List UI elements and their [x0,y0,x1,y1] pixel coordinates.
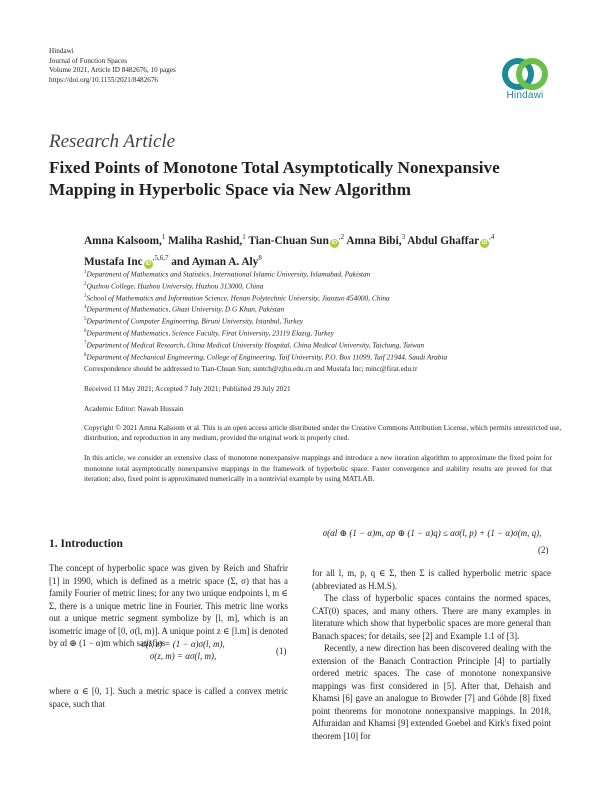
right-column [312,567,551,742]
affiliation-item: $^3$School of Mathematics and Information Science, Henan Polytechnic University, Jiaozuo 454000, China [84,293,390,303]
author-name[interactable]: Mustafa Inc [84,255,143,268]
article-type: Research Article [49,131,176,152]
equation-2: σ(αl ⊕ (1 − α)m, αp ⊕ (1 − α)q) ≤ ασ(l, p) + (1 − α)σ(m, q), [322,528,542,538]
abstract: In this article, we consider an extensive class of monotone nonexpansive mappings and introduce a new iteration algorithm to approximate the fixed point for monotone total asymptotically nonexpansive mappings in the framework of hyperbolic space. Faster convergence and stability results are proved for that iteration; also, fixed point is approximated numerically in a nontrivial example by using MATLAB. [84,453,552,484]
intro-paragraph-1: The concept of hyperbolic space was given by Reich and Shafrir [1] in 1990, which is defined as a metric space (Σ, σ) that has a family Fourier of metric lines; for any two unique endpoints l, m ∈ Σ, there is a unique metric line in Fourier. This metric line works out a unique metric segment symbolize by [l, m], which is an isometric image of [0, σ(l, m)]. A unique point z ∈ [l.m] is denoted by αl ⊕ (1 − α)m which satisfies [49,563,288,648]
intro-paragraph-2: where α ∈ [0, 1]. Such a metric space is called a convex metric space, such that [49,686,288,709]
academic-editor: Academic Editor: Nawab Hussain [84,404,184,413]
left-column [49,562,288,650]
equation-1-number: (1) [276,646,287,656]
orcid-icon[interactable]: iD [481,239,488,246]
title-line-1: Fixed Points of Monotone Total Asymptotically Nonexpansive [49,158,500,177]
section-heading: 1. Introduction [49,538,123,550]
author-name[interactable]: Maliha Rashid, [168,234,243,247]
equation-1a: σ(l, z) = (1 − α)σ(l, m), [141,639,225,649]
author-name[interactable]: Amna Bibi, [346,234,402,247]
affiliation-item: $^1$Department of Mathematics and Statistics, International Islamic University, Islamabad, Pakistan [84,269,371,279]
journal-name: Journal of Function Spaces [49,56,128,65]
publisher-name: Hindawi [49,47,74,55]
right-paragraph-1: for all l, m, p, q ∈ Σ, then Σ is called hyperbolic metric space (abbreviated as H.M.S). [312,568,551,591]
publication-dates: Received 11 May 2021; Accepted 7 July 2021; Published 29 July 2021 [84,384,291,393]
equation-1 [118,639,248,661]
volume-line: Volume 2021, Article ID 8482676, 10 pages [49,66,176,75]
affiliation-item: $^6$Department of Mathematics, Science Faculty, Firat University, 23119 Elazig, Turkey [84,328,334,338]
affiliation-item: $^2$Quzhou College, Huzhou University, Huzhou 313000, China [84,281,264,291]
affiliation-list [84,268,564,363]
affiliation-item: $^7$Department of Medical Research, China Medical University Hospital, China Medical University, Taichung, Taiwan [84,340,425,350]
affiliation-item: $^4$Department of Mathematics, Ghazi University, D G Khan, Pakistan [84,304,285,314]
equation-2-number: (2) [538,545,549,555]
journal-info [49,47,176,85]
affiliation-item: $^5$Department of Computer Engineering, Biruni University, Istanbul, Turkey [84,316,303,326]
right-paragraph-3: Recently, a new direction has been discovered dealing with the extension of the Banach Contraction Principle [4] to partially ordered metric spaces. The case of monotone nonexpansive mappings was first considered in [5]. After that, Dehaish and Khamsi [6] gave an analogue to Browder [7] and Göhde [8] fixed point theorems for monotone nonexpansive mappings. In 2018, Alfuraidan and Khamsi [9] extended Goebel and Kirk's fixed point theorem [10] for [312,643,551,741]
affiliation-item: $^8$Department of Mechanical Engineering, College of Engineering, Taif University, P.O. Box 11099, Taif 21944, Saudi Arabia [84,352,448,362]
orcid-icon[interactable]: iD [145,260,151,267]
correspondence-note: Correspondence should be addressed to Tian-Chuan Sun; suntch@zjhu.edu.cn and Mustafa Inc; minc@firat.edu.tr [84,364,418,373]
author-name[interactable]: Ayman A. Aly [191,255,259,268]
author-list: Amna Kalsoom,$^1$ Maliha Rashid,$^1$ Tian-Chuan Sun $iD^{,2}$ Amna Bibi,$^3$ Abdul Ghaffar $iD^{,4}$ Mustafa Inc $iD^{,5,6,7}$ and Ayman A. Aly$^8$ [84,233,495,268]
author-name[interactable]: Abdul Ghaffar [407,234,480,247]
author-conjunction: and [171,255,190,268]
paper-title [49,157,569,201]
author-name[interactable]: Tian-Chuan Sun [248,234,329,247]
equation-1b: σ(z, m) = ασ(l, m), [149,651,217,661]
doi-link[interactable]: https://doi.org/10.1155/2021/8482676 [49,75,159,84]
copyright-notice: Copyright © 2021 Amna Kalsoom et al. This is an open access article distributed under the Creative Commons Attribution License, which permits unrestricted use, distribution, and reproduction in any medium, provided the original work is properly cited. [84,423,562,442]
title-line-2: Mapping in Hyperbolic Space via New Algorithm [49,180,411,199]
right-paragraph-2: The class of hyperbolic spaces contains the normed spaces, CAT(0) spaces, and many others. There are many examples in literature which show that hyperbolic spaces are more general than Banach spaces; for details, see [2] and Example 1.1 of [3]. [312,593,551,641]
orcid-icon[interactable]: iD [331,239,338,246]
logo-text: Hindawi [506,90,544,101]
author-name[interactable]: Amna Kalsoom, [84,234,162,247]
